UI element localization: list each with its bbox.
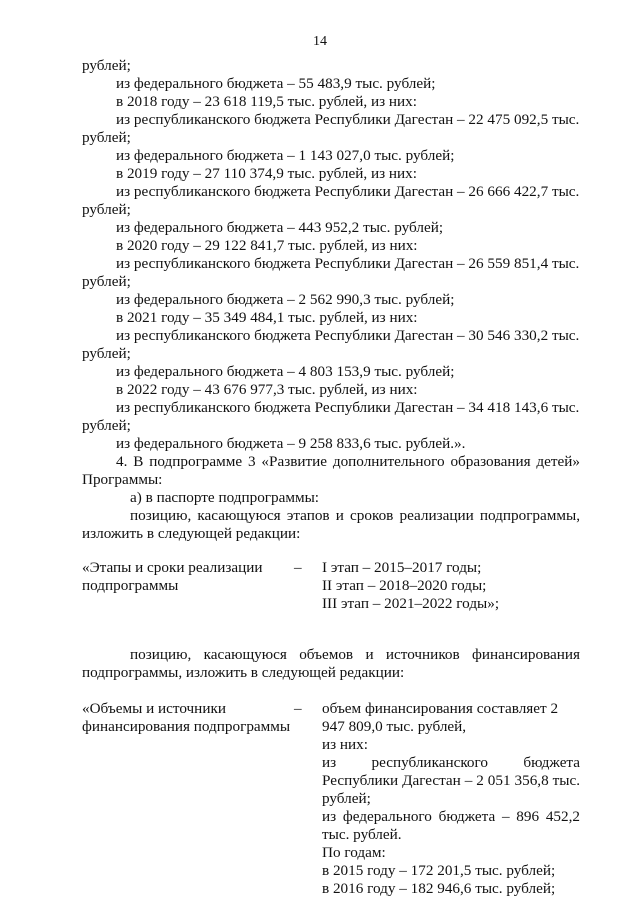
stage-line: III этап – 2021–2022 годы»;	[322, 595, 500, 612]
text-line: из республиканского бюджета Республики Дагестан – 30 546 330,2 тыс. рублей;	[82, 327, 580, 362]
text-line: из федерального бюджета – 9 258 833,6 тыс. рублей.».	[116, 435, 466, 452]
page-number: 14	[313, 34, 327, 49]
stages-label: «Этапы и сроки реализации подпрограммы	[82, 559, 263, 594]
funding-dash: –	[294, 700, 302, 717]
text-line: из республиканского бюджета Республики Дагестан – 22 475 092,5 тыс. рублей;	[82, 111, 580, 146]
text-line: в 2018 году – 23 618 119,5 тыс. рублей, из них:	[116, 93, 417, 110]
stage-line: I этап – 2015–2017 годы;	[322, 559, 482, 576]
section-heading: 4. В подпрограмме 3 «Развитие дополнительного образования детей» Программы:	[82, 453, 580, 488]
stage-line: II этап – 2018–2020 годы;	[322, 577, 487, 594]
text-line: в 2022 году – 43 676 977,3 тыс. рублей, из них:	[116, 381, 418, 398]
text-line: из федерального бюджета – 1 143 027,0 тыс. рублей;	[116, 147, 455, 164]
item-a: а) в паспорте подпрограммы:	[130, 489, 319, 506]
stages-dash: –	[294, 559, 302, 576]
funding-values	[322, 700, 580, 898]
funding-republican: из республиканского бюджета Республики Дагестан – 2 051 356,8 тыс. рублей;	[322, 754, 580, 807]
funding-year-line: в 2016 году – 182 946,6 тыс. рублей;	[322, 880, 556, 897]
position-intro-stages: позицию, касающуюся этапов и сроков реализации подпрограммы, изложить в следующей редакции:	[82, 507, 580, 542]
document-body	[82, 57, 580, 898]
text-line: из федерального бюджета – 443 952,2 тыс. рублей;	[116, 219, 444, 236]
text-line: в 2020 году – 29 122 841,7 тыс. рублей, из них:	[116, 237, 418, 254]
funding-year-line: в 2015 году – 172 201,5 тыс. рублей;	[322, 862, 556, 879]
text-line: из республиканского бюджета Республики Дагестан – 26 559 851,4 тыс. рублей;	[82, 255, 580, 290]
funding-label: «Объемы и источники финансирования подпрограммы	[82, 700, 291, 735]
text-line: из республиканского бюджета Республики Дагестан – 26 666 422,7 тыс. рублей;	[82, 183, 580, 218]
funding-of-them: из них:	[322, 736, 368, 753]
text-line: в 2021 году – 35 349 484,1 тыс. рублей, из них:	[116, 309, 418, 326]
stages-table	[82, 559, 580, 613]
funding-table	[82, 700, 580, 898]
text-line: из федерального бюджета – 2 562 990,3 тыс. рублей;	[116, 291, 455, 308]
text-line: из республиканского бюджета Республики Дагестан – 34 418 143,6 тыс. рублей;	[82, 399, 580, 434]
text-line: рублей;	[82, 57, 131, 74]
text-line: в 2019 году – 27 110 374,9 тыс. рублей, из них:	[116, 165, 417, 182]
funding-total: объем финансирования составляет 2 947 809,0 тыс. рублей,	[322, 700, 559, 735]
stages-values	[322, 559, 580, 613]
funding-federal: из федерального бюджета – 896 452,2 тыс. рублей.	[322, 808, 580, 843]
text-line: из федерального бюджета – 55 483,9 тыс. рублей;	[116, 75, 436, 92]
position-intro-funding: позицию, касающуюся объемов и источников финансирования подпрограммы, изложить в следующей редакции:	[82, 646, 580, 681]
text-line: из федерального бюджета – 4 803 153,9 тыс. рублей;	[116, 363, 455, 380]
funding-by-years: По годам:	[322, 844, 386, 861]
